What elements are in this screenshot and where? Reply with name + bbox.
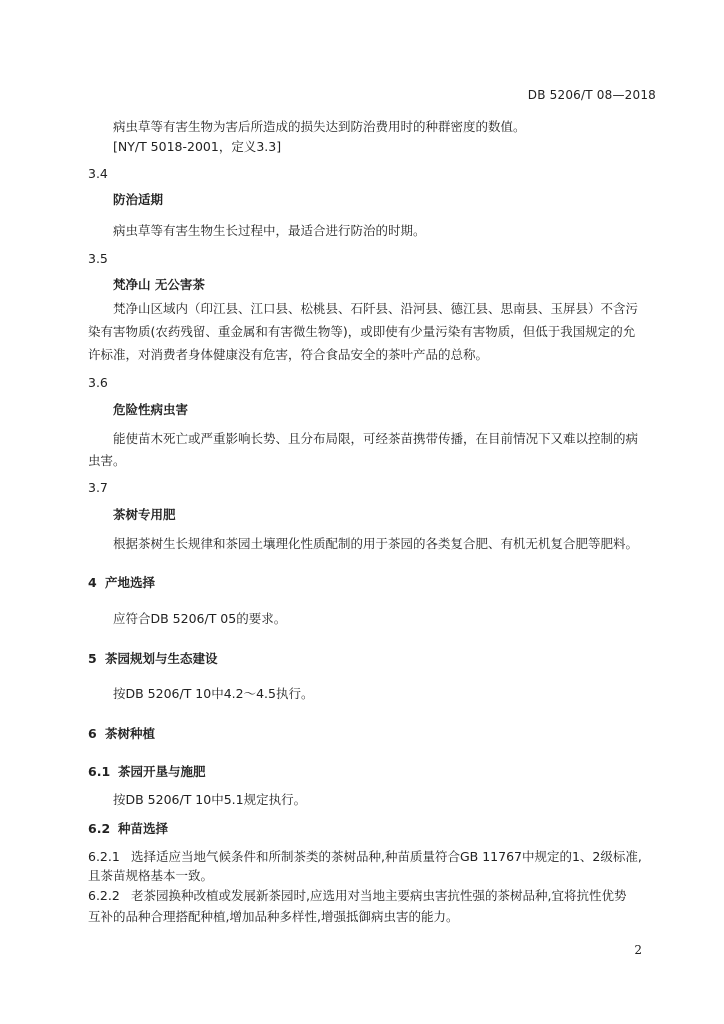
term-number: 3.5 — [88, 251, 108, 266]
clause-line: 互补的品种合理搭配种植,增加品种多样性,增强抵御病虫害的能力。 — [88, 909, 459, 924]
subsection-number: 6.1 — [88, 764, 111, 779]
section-number: 4 — [88, 575, 97, 590]
term-title: 茶树专用肥 — [113, 507, 176, 522]
clause-line: 选择适应当地气候条件和所制茶类的茶树品种,种苗质量符合GB 11767中规定的1、2级标准, — [131, 849, 642, 864]
term-definition-line: 虫害。 — [88, 453, 126, 468]
section-title: 产地选择 — [105, 575, 156, 590]
clause-number: 6.2.2 — [88, 888, 120, 903]
subsection-number: 6.2 — [88, 821, 111, 836]
section-body: 应符合DB 5206/T 05的要求。 — [113, 611, 287, 626]
term-definition-line: 能使苗木死亡或严重影响长势、且分布局限，可经茶苗携带传播，在目前情况下又难以控制的病 — [113, 431, 639, 446]
section-number: 6 — [88, 726, 97, 741]
subsection-body: 按DB 5206/T 10中5.1规定执行。 — [113, 792, 307, 807]
clause-number: 6.2.1 — [88, 849, 120, 864]
section-title: 茶园规划与生态建设 — [105, 651, 218, 666]
term-definition: 根据茶树生长规律和茶园土壤理化性质配制的用于茶园的各类复合肥、有机无机复合肥等肥料。 — [113, 536, 639, 551]
subsection-title: 茶园开垦与施肥 — [118, 764, 206, 779]
section-title: 茶树种植 — [105, 726, 156, 741]
term-number: 3.6 — [88, 375, 108, 390]
term-number: 3.7 — [88, 480, 108, 495]
document-code: DB 5206/T 08—2018 — [527, 88, 656, 102]
section-number: 5 — [88, 651, 97, 666]
term-definition-line: 染有害物质(农药残留、重金属和有害微生物等)，或即使有少量污染有害物质，但低于我国规定的允 — [88, 324, 636, 339]
reference-citation: [NY/T 5018-2001，定义3.3] — [113, 139, 282, 154]
term-definition: 病虫草等有害生物生长过程中，最适合进行防治的时期。 — [113, 223, 426, 238]
subsection-title: 种苗选择 — [118, 821, 169, 836]
term-definition-line: 梵净山区域内（印江县、江口县、松桃县、石阡县、沿河县、德江县、思南县、玉屏县）不含污 — [113, 301, 639, 316]
clause-line: 且茶苗规格基本一致。 — [88, 868, 214, 883]
clause-line: 老茶园换种改植或发展新茶园时,应选用对当地主要病虫害抗性强的茶树品种,宜将抗性优势 — [131, 888, 627, 903]
page-number: 2 — [634, 943, 642, 957]
continuation-text: 病虫草等有害生物为害后所造成的损失达到防治费用时的种群密度的数值。 — [113, 119, 526, 134]
term-title: 梵净山 无公害茶 — [113, 277, 205, 292]
term-number: 3.4 — [88, 166, 108, 181]
term-definition-line: 许标准，对消费者身体健康没有危害，符合食品安全的茶叶产品的总称。 — [88, 347, 489, 362]
term-title: 防治适期 — [113, 192, 164, 207]
term-title: 危险性病虫害 — [113, 402, 189, 417]
section-body: 按DB 5206/T 10中4.2～4.5执行。 — [113, 686, 314, 701]
